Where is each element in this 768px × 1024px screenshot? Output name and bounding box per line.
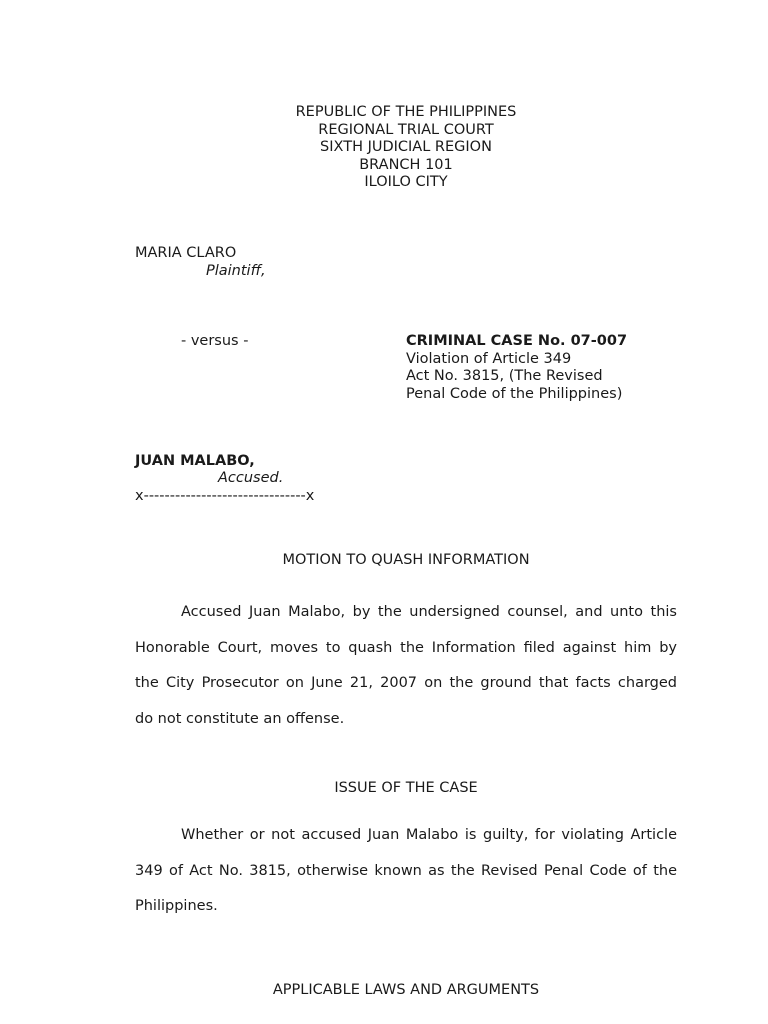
issue-title: ISSUE OF THE CASE xyxy=(334,780,478,796)
case-caption xyxy=(406,333,627,403)
accused-role: Accused. xyxy=(218,470,284,486)
case-violation: Violation of Article 349 xyxy=(406,350,572,367)
paragraph-line: 349 of Act No. 3815, otherwise known as the Revised Penal Code of the xyxy=(135,862,677,879)
paragraph-line: Whether or not accused Juan Malabo is guilty, for violating Article xyxy=(181,827,677,843)
plaintiff-name: MARIA CLARO xyxy=(135,245,237,261)
versus-label: - versus - xyxy=(181,333,249,349)
paragraph-line: Accused Juan Malabo, by the undersigned counsel, and unto this xyxy=(181,604,677,620)
case-code: Penal Code of the Philippines) xyxy=(406,385,623,402)
paragraph-line: the City Prosecutor on June 21, 2007 on the ground that facts charged xyxy=(135,675,677,691)
paragraph-line: do not constitute an offense. xyxy=(135,710,345,727)
plaintiff-role: Plaintiff, xyxy=(206,263,266,279)
motion-paragraph xyxy=(135,595,677,737)
header-region: SIXTH JUDICIAL REGION xyxy=(320,139,492,155)
case-number: CRIMINAL CASE No. 07-007 xyxy=(406,333,628,349)
header-republic: REPUBLIC OF THE PHILIPPINES xyxy=(295,104,517,120)
laws-title: APPLICABLE LAWS AND ARGUMENTS xyxy=(272,982,540,998)
court-header xyxy=(0,104,768,192)
header-branch: BRANCH 101 xyxy=(359,156,453,173)
paragraph-line: Honorable Court, moves to quash the Information filed against him by xyxy=(135,639,677,656)
issue-paragraph xyxy=(135,818,677,925)
header-court: REGIONAL TRIAL COURT xyxy=(318,121,494,138)
paragraph-line: Philippines. xyxy=(135,898,218,914)
accused-name: JUAN MALABO, xyxy=(135,453,255,469)
motion-title: MOTION TO QUASH INFORMATION xyxy=(282,552,530,568)
case-act: Act No. 3815, (The Revised xyxy=(406,368,603,384)
caption-separator: x-------------------------------x xyxy=(135,488,315,504)
header-city: ILOILO CITY xyxy=(364,174,448,190)
